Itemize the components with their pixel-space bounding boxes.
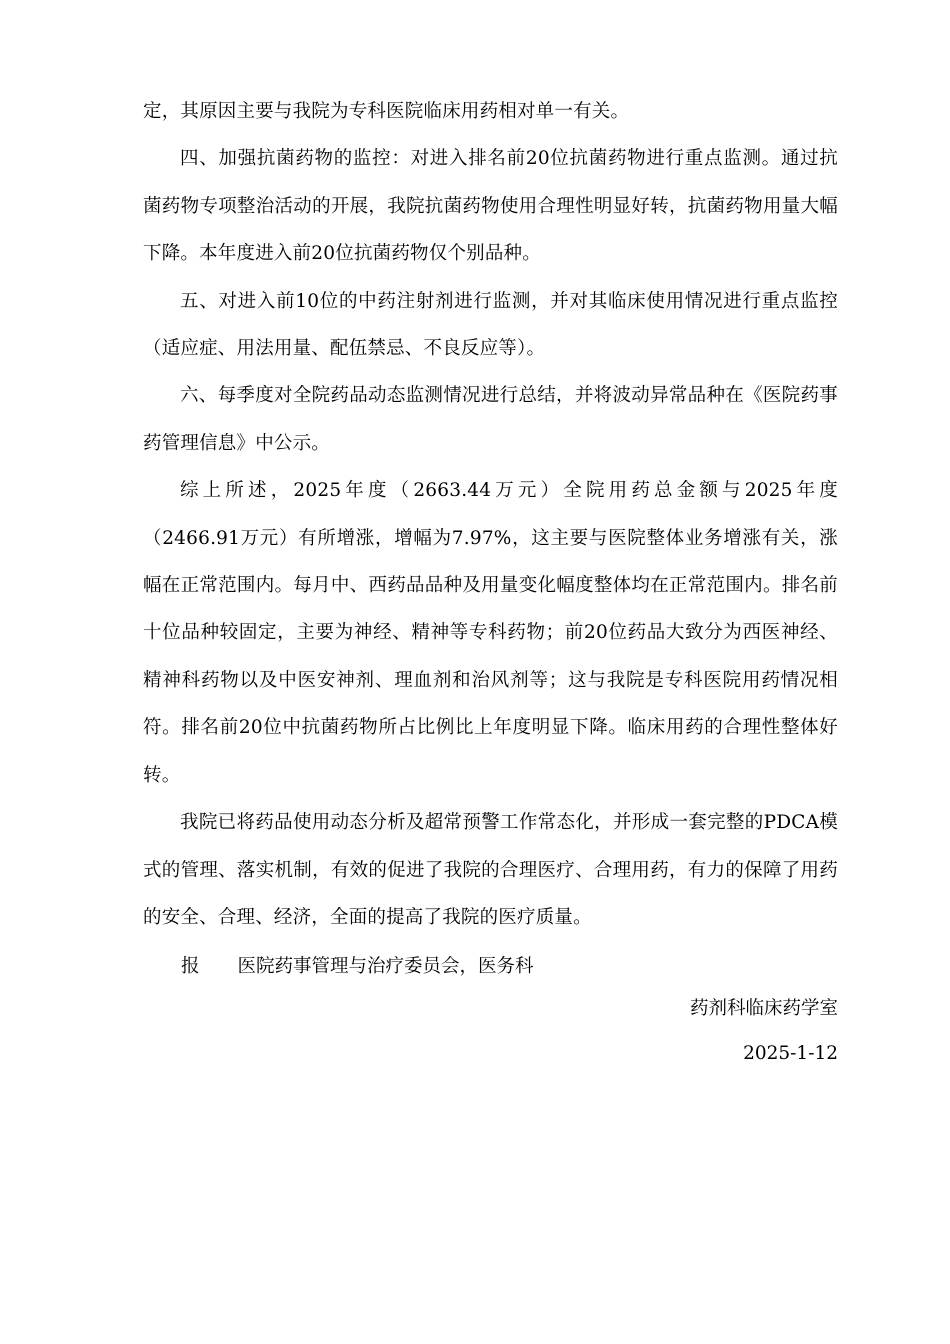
signature-date: 2025-1-12 (743, 1043, 838, 1064)
paragraph-continuation: 定，其原因主要与我院为专科医院临床用药相对单一有关。 (143, 101, 630, 122)
report-label: 报 (181, 956, 200, 977)
paragraph-conclusion: 综上所述，2025年度（2663.44万元）全院用药总金额与2025年度（2466.91万元）有所增涨，增幅为7.97%，这主要与医院整体业务增涨有关，涨幅在正常范围内。每月中、西药品品种及用量变化幅度整体均在正常范围内。排名前十位品种较固定，主要为神经、精神等专科药物；前20位药品大致分为西医神经、精神科药物以及中医安神剂、理血剂和治风剂等；这与我院是专科医院用药情况相符。排名前20位中抗菌药物所占比例比上年度明显下降。临床用药的合理性整体好转。 (143, 480, 838, 786)
signature-department: 药剂科临床药学室 (689, 998, 838, 1019)
body-text (143, 88, 838, 941)
report-recipients: 医院药事管理与治疗委员会，医务科 (237, 956, 534, 977)
report-line (181, 945, 534, 989)
paragraph-quarterly-summary: 六、每季度对全院药品动态监测情况进行总结，并将波动异常品种在《医院药事药管理信息》中公示。 (143, 385, 838, 454)
paragraph-tcm-injection-monitoring: 五、对进入前10位的中药注射剂进行监测，并对其临床使用情况进行重点监控（适应症、用法用量、配伍禁忌、不良反应等）。 (143, 290, 838, 360)
paragraph-pdca: 我院已将药品使用动态分析及超常预警工作常态化，并形成一套完整的PDCA模式的管理、落实机制，有效的促进了我院的合理医疗、合理用药，有力的保障了用药的安全、合理、经济，全面的提高了我院的医疗质量。 (143, 812, 838, 928)
paragraph-antibiotic-monitoring: 四、加强抗菌药物的监控：对进入排名前20位抗菌药物进行重点监测。通过抗菌药物专项整治活动的开展，我院抗菌药物使用合理性明显好转，抗菌药物用量大幅下降。本年度进入前20位抗菌药物仅个别品种。 (143, 148, 838, 265)
